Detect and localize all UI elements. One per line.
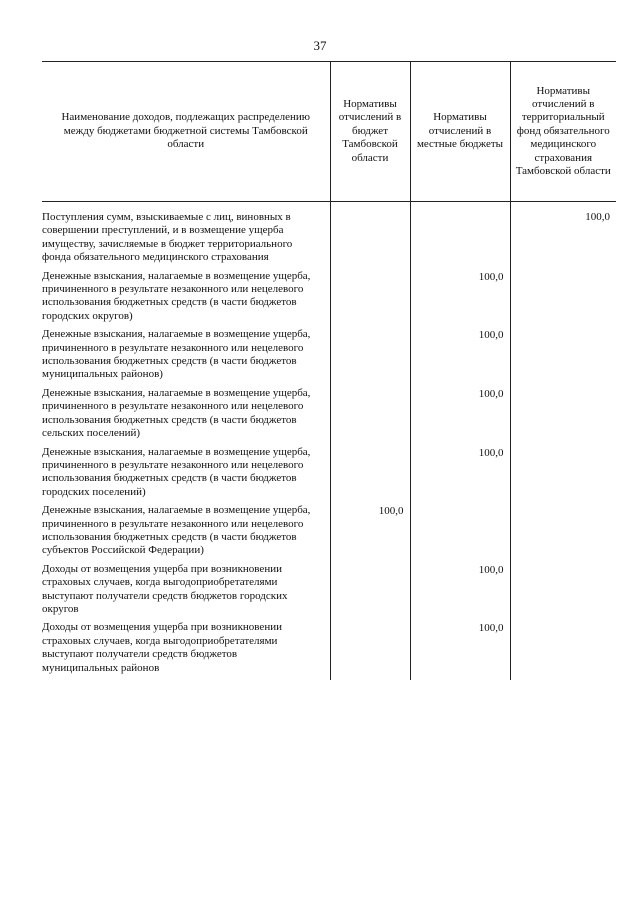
regional-norm-cell (330, 563, 410, 622)
table-row (42, 202, 616, 270)
revenue-name-cell: Доходы от возмещения ущерба при возникновении страховых случаев, когда выгодоприобретателями выступают получатели средств бюджетов муниципальных районов (42, 621, 282, 674)
revenue-norms-table (42, 61, 616, 680)
local-norm-cell: 100,0 (410, 387, 510, 446)
local-norm-cell: 100,0 (410, 328, 510, 387)
header-row (42, 62, 616, 202)
fund-norm-cell (510, 504, 616, 563)
regional-norm-cell (330, 446, 410, 505)
regional-norm-cell (330, 387, 410, 446)
table-header (42, 62, 616, 202)
fund-norm-cell (510, 621, 616, 680)
table-row (42, 504, 616, 563)
table-row (42, 387, 616, 446)
regional-norm-cell (330, 202, 410, 270)
table-row (42, 270, 616, 329)
local-norm-cell: 100,0 (410, 621, 510, 680)
table-row (42, 446, 616, 505)
header-local-norm: Нормативы отчислений в местные бюджеты (410, 62, 510, 202)
local-norm-cell (410, 202, 510, 270)
regional-norm-cell (330, 621, 410, 680)
table-row (42, 328, 616, 387)
regional-norm-cell: 100,0 (330, 504, 410, 563)
revenue-name-cell: Поступления сумм, взыскиваемые с лиц, виновных в совершении преступлений, и в возмещение ущерба имуществу, зачисляемые в бюджет территориального фонда обязательного медицинского страхования (42, 211, 293, 264)
table-body (42, 202, 616, 681)
revenue-name-cell: Денежные взыскания, налагаемые в возмещение ущерба, причиненного в результате незаконного или нецелевого использования бюджетных средств (в части бюджетов городских поселений) (42, 445, 311, 498)
fund-norm-cell (510, 446, 616, 505)
header-revenue-name: Наименование доходов, подлежащих распределению между бюджетами бюджетной системы Тамбовской области (42, 62, 330, 202)
revenue-name-cell: Денежные взыскания, налагаемые в возмещение ущерба, причиненного в результате незаконного или нецелевого использования бюджетных средств (в части бюджетов муниципальных районов) (42, 328, 311, 381)
regional-norm-cell (330, 270, 410, 329)
regional-norm-cell (330, 328, 410, 387)
page-number: 37 (313, 38, 327, 53)
revenue-name-cell: Денежные взыскания, налагаемые в возмещение ущерба, причиненного в результате незаконного или нецелевого использования бюджетных средств (в части бюджетов сельских поселений) (42, 386, 311, 440)
local-norm-cell: 100,0 (410, 563, 510, 622)
table-row (42, 621, 616, 680)
table-row (42, 563, 616, 622)
fund-norm-cell (510, 328, 616, 387)
revenue-name-cell: Денежные взыскания, налагаемые в возмещение ущерба, причиненного в результате незаконного или нецелевого использования бюджетных средств (в части бюджетов субъектов Российской Федерации) (42, 504, 311, 557)
local-norm-cell (410, 504, 510, 563)
revenue-name-cell: Денежные взыскания, налагаемые в возмещение ущерба, причиненного в результате незаконного или нецелевого использования бюджетных средств (в части бюджетов городских округов) (42, 269, 311, 322)
fund-norm-cell (510, 387, 616, 446)
local-norm-cell: 100,0 (410, 270, 510, 329)
local-norm-cell: 100,0 (410, 446, 510, 505)
revenue-name-cell: Доходы от возмещения ущерба при возникновении страховых случаев, когда выгодоприобретателями выступают получатели средств бюджетов городских округов (42, 562, 288, 615)
fund-norm-cell (510, 270, 616, 329)
fund-norm-cell: 100,0 (510, 202, 616, 270)
fund-norm-cell (510, 563, 616, 622)
header-fund-norm: Нормативы отчислений в территориальный фонд обязательного медицинского страхования Тамбовской области (510, 62, 616, 202)
header-regional-norm: Нормативы отчислений в бюджет Тамбовской области (330, 62, 410, 202)
